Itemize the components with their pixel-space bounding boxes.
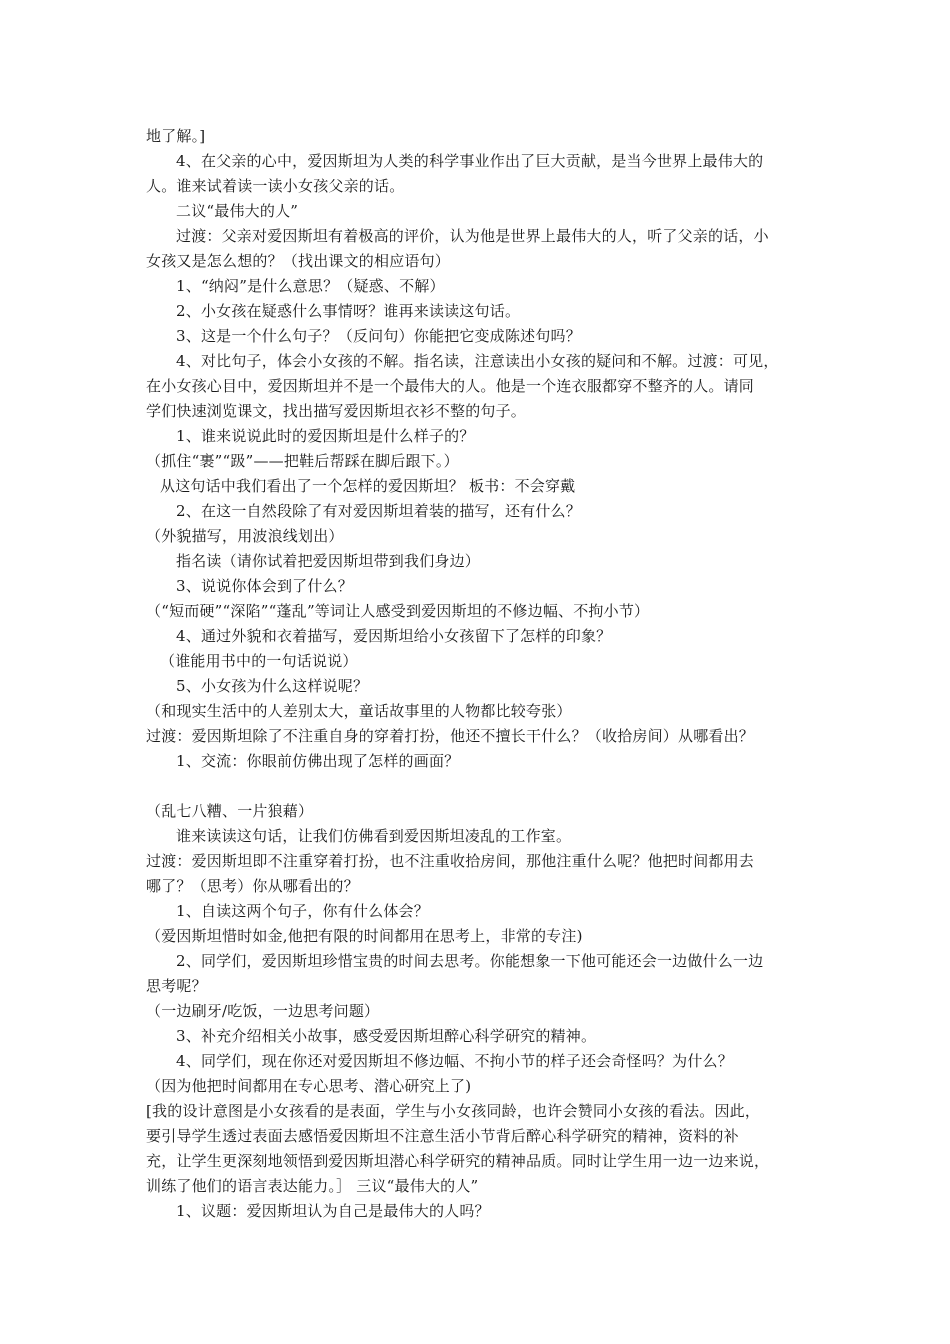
text-line: （爱因斯坦惜时如金,他把有限的时间都用在思考上，非常的专注) bbox=[146, 927, 583, 945]
text-line: 1、“纳闷”是什么意思？（疑惑、不解） bbox=[176, 277, 445, 295]
text-line: 地了解。] bbox=[146, 127, 206, 145]
text-line: （因为他把时间都用在专心思考、潜心研究上了) bbox=[146, 1077, 472, 1095]
text-line: 1、谁来说说此时的爱因斯坦是什么样子的？ bbox=[176, 427, 475, 445]
text-line: 人。谁来试着读一读小女孩父亲的话。 bbox=[146, 177, 405, 195]
text-line: 2、同学们，爱因斯坦珍惜宝贵的时间去思考。你能想象一下他可能还会一边做什么一边 bbox=[176, 952, 764, 970]
text-line: 充，让学生更深刻地领悟到爱因斯坦潜心科学研究的精神品质。同时让学生用一边一边来说， bbox=[146, 1152, 770, 1170]
text-line: 谁来读读这句话，让我们仿佛看到爱因斯坦凌乱的工作室。 bbox=[176, 827, 572, 845]
text-line: （外貌描写，用波浪线划出） bbox=[146, 527, 344, 545]
text-line: [我的设计意图是小女孩看的是表面，学生与小女孩同龄，也许会赞同小女孩的看法。因此， bbox=[146, 1102, 761, 1120]
text-line: 4、在父亲的心中，爱因斯坦为人类的科学事业作出了巨大贡献，是当今世界上最伟大的 bbox=[176, 152, 764, 170]
text-line: 2、小女孩在疑惑什么事情呀？谁再来读读这句话。 bbox=[176, 302, 521, 320]
text-line: （一边刷牙/吃饭，一边思考问题） bbox=[146, 1002, 380, 1020]
text-line: 过渡：爱因斯坦除了不注重自身的穿着打扮，他还不擅长干什么？（收拾房间）从哪看出？ bbox=[146, 727, 755, 745]
text-line: 女孩又是怎么想的？（找出课文的相应语句） bbox=[146, 252, 451, 270]
text-line: （谁能用书中的一句话说说） bbox=[160, 652, 358, 670]
text-line: （乱七八糟、一片狼藉） bbox=[146, 802, 314, 820]
text-line: 5、小女孩为什么这样说呢？ bbox=[176, 677, 369, 695]
text-line: 思考呢？ bbox=[146, 977, 207, 995]
text-line: 3、说说你体会到了什么？ bbox=[176, 577, 353, 595]
text-line: （和现实生活中的人差别太大，童话故事里的人物都比较夸张） bbox=[146, 702, 572, 720]
text-line: 过渡：父亲对爱因斯坦有着极高的评价，认为他是世界上最伟大的人，听了父亲的话，小 bbox=[176, 227, 769, 245]
text-line: 1、交流：你眼前仿佛出现了怎样的画面？ bbox=[176, 752, 460, 770]
text-line: 3、这是一个什么句子？（反问句）你能把它变成陈述句吗？ bbox=[176, 327, 581, 345]
text-line: 哪了？（思考）你从哪看出的？ bbox=[146, 877, 359, 895]
text-line: 在小女孩心目中，爱因斯坦并不是一个最伟大的人。他是一个连衣服都穿不整齐的人。请同 bbox=[146, 377, 755, 395]
text-line: 训练了他们的语言表达能力。］ 三议“最伟大的人” bbox=[146, 1177, 479, 1195]
text-line: 学们快速浏览课文，找出描写爱因斯坦衣衫不整的句子。 bbox=[146, 402, 527, 420]
text-line: 4、通过外貌和衣着描写，爱因斯坦给小女孩留下了怎样的印象？ bbox=[176, 627, 612, 645]
text-line: 要引导学生透过表面去感悟爱因斯坦不注意生活小节背后醉心科学研究的精神，资料的补 bbox=[146, 1127, 739, 1145]
text-line: （“短而硬”“深陷”“蓬乱”等词让人感受到爱因斯坦的不修边幅、不拘小节） bbox=[146, 602, 650, 620]
text-line: 指名读（请你试着把爱因斯坦带到我们身边） bbox=[176, 552, 481, 570]
text-line: 4、同学们，现在你还对爱因斯坦不修边幅、不拘小节的样子还会奇怪吗？为什么？ bbox=[176, 1052, 733, 1070]
text-line: 3、补充介绍相关小故事，感受爱因斯坦醉心科学研究的精神。 bbox=[176, 1027, 597, 1045]
section-heading: 二议“最伟大的人” bbox=[176, 202, 299, 220]
text-line: 2、在这一自然段除了有对爱因斯坦着装的描写，还有什么？ bbox=[176, 502, 581, 520]
text-line: 1、议题：爱因斯坦认为自己是最伟大的人吗？ bbox=[176, 1202, 490, 1220]
text-line: 4、对比句子，体会小女孩的不解。指名读，注意读出小女孩的疑问和不解。过渡：可见， bbox=[176, 352, 779, 370]
text-line: 1、自读这两个句子，你有什么体会？ bbox=[176, 902, 429, 920]
text-line: （抓住“裹”“趿”——把鞋后帮踩在脚后跟下。） bbox=[146, 452, 459, 470]
text-line: 过渡：爱因斯坦即不注重穿着打扮，也不注重收拾房间，那他注重什么呢？他把时间都用去 bbox=[146, 852, 755, 870]
text-line: 从这句话中我们看出了一个怎样的爱因斯坦？ 板书：不会穿戴 bbox=[160, 477, 576, 495]
